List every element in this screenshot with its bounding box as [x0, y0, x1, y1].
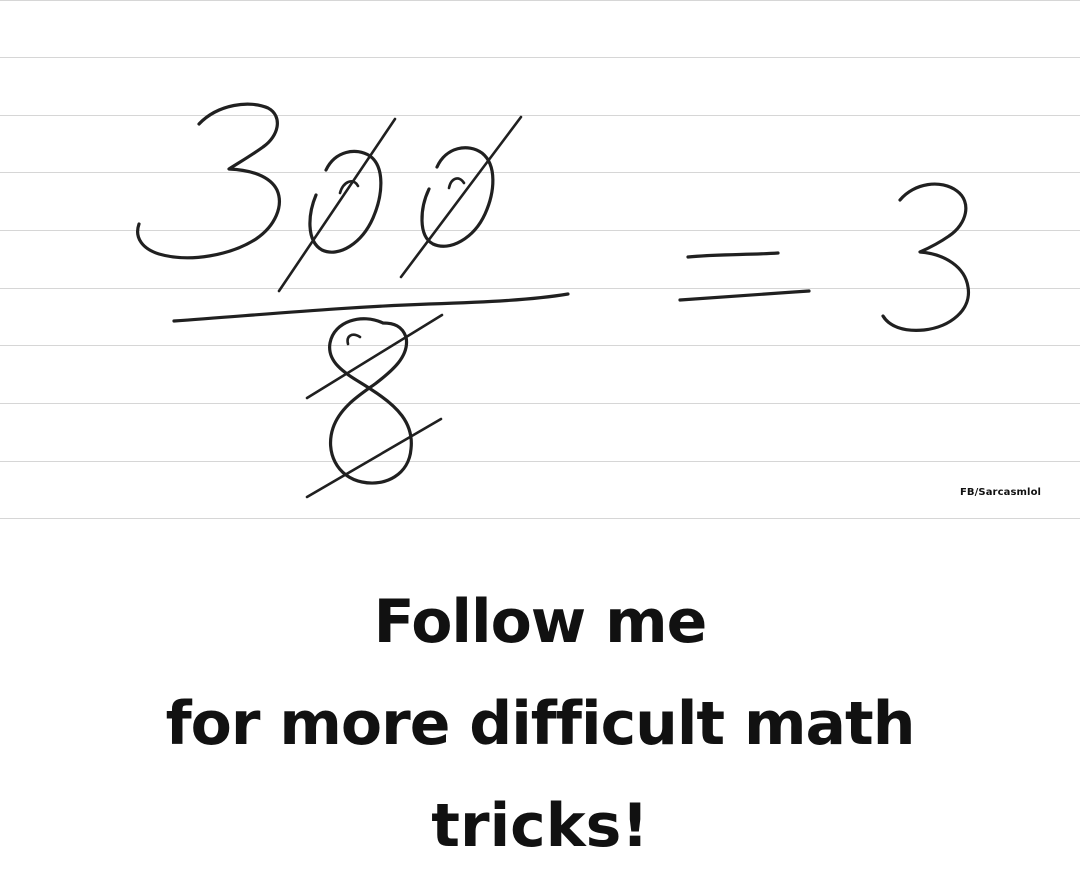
caption: [0, 587, 1080, 866]
strike-line: [401, 117, 521, 277]
watermark: FB/Sarcasmlol: [960, 487, 1042, 498]
denominator-8: [307, 315, 442, 497]
strike-loop: [348, 335, 360, 344]
numeral-8: [330, 319, 412, 483]
result-3: [883, 184, 968, 330]
equals-sign: [680, 253, 809, 300]
caption-line-1: Follow me: [373, 587, 707, 657]
caption-line-2: for more difficult math: [165, 689, 915, 759]
equals-bottom: [680, 291, 809, 300]
strike-loop: [449, 178, 464, 188]
fraction-bar: [174, 294, 568, 321]
caption-line-3: tricks!: [431, 791, 649, 861]
zero-digit: [310, 151, 381, 252]
equals-top: [688, 253, 778, 257]
numerator-300: [138, 104, 521, 291]
numeral-3: [138, 104, 280, 258]
strike-line: [307, 419, 441, 497]
zero-digit: [422, 148, 493, 247]
